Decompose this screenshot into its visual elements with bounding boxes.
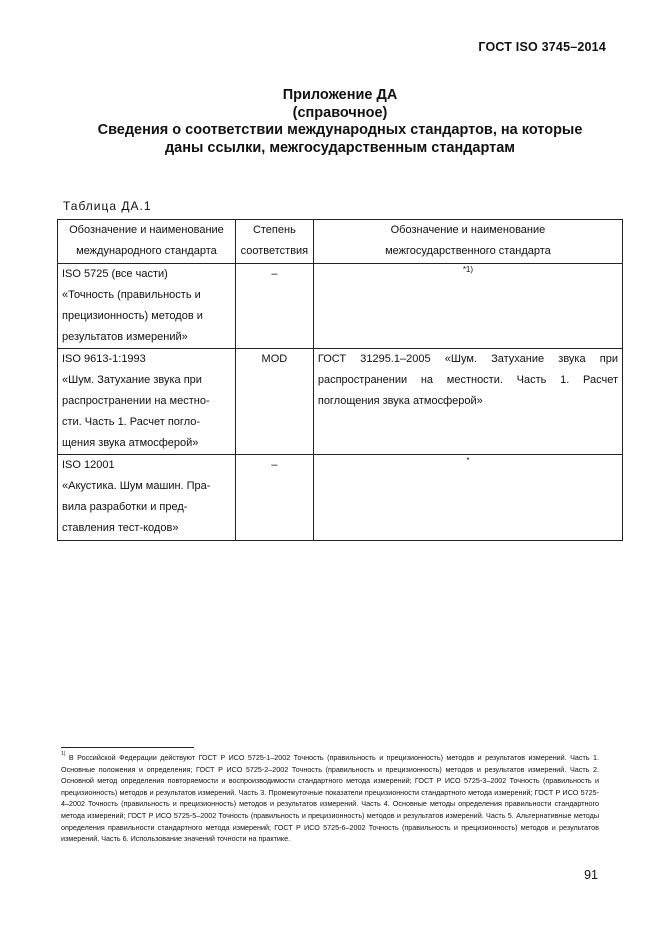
standards-correspondence-table <box>57 219 623 541</box>
footnote-marker: 1) <box>61 751 66 757</box>
cell-degree: MOD <box>235 349 313 455</box>
table-row <box>58 349 623 455</box>
cell-national-standard <box>313 455 622 541</box>
table-row <box>58 264 623 349</box>
table-header-row <box>58 220 623 264</box>
cell-national-standard: ГОСТ 31295.1–2005 «Шум. Затухание звука при распространении на местности. Часть 1. Расчет поглощения звука атмосферой» <box>313 349 622 455</box>
header-cell-national-standard: Обозначение и наименование межгосударственного стандарта <box>313 220 622 264</box>
footnote-divider <box>61 747 194 748</box>
document-header: ГОСТ ISO 3745–2014 <box>478 40 606 54</box>
footnote-text: В Российской Федерации действуют ГОСТ Р ИСО 5725-1–2002 Точность (правильность и прецизионность) методов и результатов измерений. Часть 1. Основные положения и определения; ГОСТ Р ИСО 5725-2–2002 Точность (правильность и прецизионность) методов и результатов измерений. Часть 2. Основной метод определения повторяемости и воспроизводимости стандартного метода измерений; ГОСТ Р ИСО 5725-3–2002 Точность (правильность и прецизионность) методов и результатов измерений. Часть 3. Промежуточные показатели прецизионности стандартного метода измерений; ГОСТ Р ИСО 5725-4–2002 Точность (правильность и прецизионность) методов и результатов измерений. Часть 4. Основные методы определения правильности стандартного метода измерений; ГОСТ Р ИСО 5725-5–2002 Точность (правильность и прецизионность) методов и результатов измерений. Часть 5. Альтернативные методы определения правильности стандартного метода измерений; ГОСТ Р ИСО 5725-6–2002 Точность (правильность и прецизионность) методов и результатов измерений. Часть 6. Использование значений точности на практике. <box>61 753 600 844</box>
appendix-title-line: Приложение ДА <box>282 87 398 103</box>
appendix-heading-line: даны ссылки, межгосударственным стандартам <box>164 139 516 156</box>
header-cell-degree: Степень соответствия <box>235 220 313 264</box>
footnote-ref-marker: *1) <box>462 265 474 274</box>
cell-degree: – <box>235 455 313 541</box>
table-caption: Таблица ДА.1 <box>63 199 152 213</box>
appendix-subtitle: (справочное) <box>292 104 388 121</box>
appendix-heading-line: Сведения о соответствии международных стандартов, на которые <box>97 122 583 138</box>
cell-intl-standard: ISO 12001 «Акустика. Шум машин. Пра- вила разработки и пред- ставления тест-кодов» <box>58 455 236 541</box>
cell-national-standard <box>313 264 622 349</box>
cell-degree: – <box>235 264 313 349</box>
header-cell-intl-standard: Обозначение и наименование международного стандарта <box>58 220 236 264</box>
cell-intl-standard: ISO 5725 (все части) «Точность (правильность и прецизионность) методов и результатов измерений» <box>58 264 236 349</box>
footnote-ref-marker: * <box>466 456 470 465</box>
table-row <box>58 455 623 541</box>
footnote <box>61 752 599 845</box>
page-number: 91 <box>584 868 598 882</box>
cell-intl-standard: ISO 9613-1:1993 «Шум. Затухание звука при распространении на местно- сти. Часть 1. Расчет погло- щения звука атмосферой» <box>58 349 236 455</box>
appendix-title <box>57 87 623 157</box>
